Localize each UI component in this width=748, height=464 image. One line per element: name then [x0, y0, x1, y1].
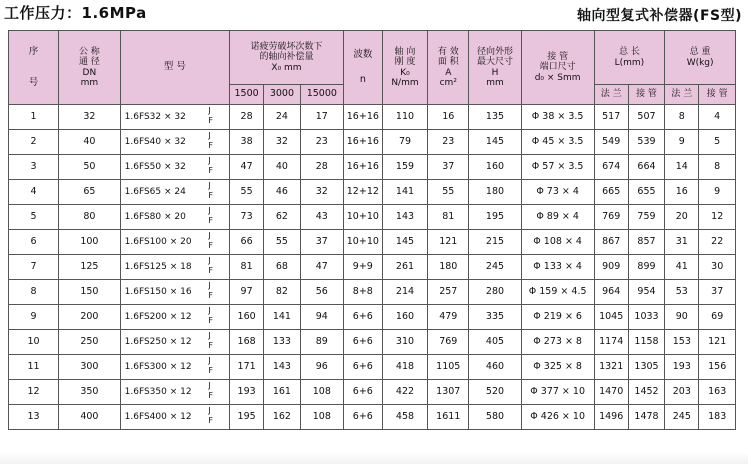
jf-marker: [208, 181, 213, 201]
cell-waves: 12+12: [343, 180, 382, 205]
table-row: [9, 355, 736, 380]
table-body: [9, 105, 736, 430]
jf-j: J: [208, 381, 211, 390]
table-row: [9, 205, 736, 230]
header-length-pipe: 接 管: [628, 85, 664, 105]
cell-x15000: 28: [300, 155, 343, 180]
jf-f: F: [208, 141, 214, 150]
cell-area: 1611: [428, 405, 469, 430]
jf-j: J: [208, 281, 211, 290]
cell-seq: 6: [9, 230, 59, 255]
cell-model: [120, 230, 229, 255]
table-row: [9, 180, 736, 205]
header-weight-pipe: 接 管: [699, 85, 736, 105]
cell-pipe-end: Φ 426 × 10: [521, 405, 594, 430]
model-text: 1.6FS300 × 12: [124, 361, 192, 372]
jf-marker: [208, 231, 213, 251]
cell-x15000: 94: [300, 305, 343, 330]
cell-length-pipe: 1158: [628, 330, 664, 355]
jf-j: J: [208, 306, 211, 315]
cell-x15000: 96: [300, 355, 343, 380]
cell-pipe-end: Φ 38 × 3.5: [521, 105, 594, 130]
model-text: 1.6FS350 × 12: [124, 386, 192, 397]
header-fatigue: 诺疲劳破坏次数下 的轴向补偿量 X₀ mm: [230, 31, 344, 85]
cell-area: 37: [428, 155, 469, 180]
header-waves: 波数 n: [343, 31, 382, 105]
cell-x1500: 195: [230, 405, 264, 430]
header-dn: 公 称 通 径 DN mm: [59, 31, 121, 105]
cell-pipe-end: Φ 273 × 8: [521, 330, 594, 355]
model-text: 1.6FS40 × 32: [124, 136, 186, 147]
bottom-edge: [0, 452, 748, 464]
header-seq: 序 号: [9, 31, 59, 105]
cell-pipe-end: Φ 45 × 3.5: [521, 130, 594, 155]
jf-marker: [208, 306, 213, 326]
cell-x1500: 38: [230, 130, 264, 155]
header-length: 总 长 L(mm): [594, 31, 665, 85]
cell-area: 257: [428, 280, 469, 305]
cell-pipe-end: Φ 377 × 10: [521, 380, 594, 405]
table-row: [9, 230, 736, 255]
cell-weight-pipe: 183: [699, 405, 736, 430]
cell-x1500: 193: [230, 380, 264, 405]
model-text: 1.6FS150 × 16: [124, 286, 192, 297]
cell-weight-flange: 53: [665, 280, 699, 305]
cell-length-flange: 1496: [594, 405, 628, 430]
cell-pipe-end: Φ 57 × 3.5: [521, 155, 594, 180]
cell-dn: 400: [59, 405, 121, 430]
cell-weight-pipe: 4: [699, 105, 736, 130]
header-model: 型 号: [120, 31, 229, 105]
jf-marker: [208, 106, 213, 126]
cell-x1500: 73: [230, 205, 264, 230]
jf-j: J: [208, 131, 211, 140]
cell-stiffness: 143: [382, 205, 428, 230]
cell-pipe-end: Φ 108 × 4: [521, 230, 594, 255]
jf-f: F: [208, 166, 214, 175]
jf-marker: [208, 356, 213, 376]
cell-x3000: 133: [264, 330, 300, 355]
cell-area: 180: [428, 255, 469, 280]
cell-x1500: 97: [230, 280, 264, 305]
cell-outer-size: 405: [469, 330, 521, 355]
cell-waves: 16+16: [343, 130, 382, 155]
cell-outer-size: 180: [469, 180, 521, 205]
cell-x3000: 141: [264, 305, 300, 330]
cell-x1500: 168: [230, 330, 264, 355]
header-pipe-end: 接 管 端口尺寸 d₀ × Smm: [521, 31, 594, 105]
jf-f: F: [208, 291, 214, 300]
cell-x3000: 46: [264, 180, 300, 205]
cell-area: 1307: [428, 380, 469, 405]
cell-seq: 5: [9, 205, 59, 230]
cell-length-pipe: 1478: [628, 405, 664, 430]
cell-dn: 80: [59, 205, 121, 230]
cell-model: [120, 155, 229, 180]
cell-waves: 10+10: [343, 230, 382, 255]
cell-stiffness: 310: [382, 330, 428, 355]
cell-waves: 6+6: [343, 305, 382, 330]
cell-dn: 300: [59, 355, 121, 380]
cell-seq: 11: [9, 355, 59, 380]
jf-marker: [208, 406, 213, 426]
jf-marker: [208, 256, 213, 276]
cell-length-pipe: 899: [628, 255, 664, 280]
table-row: [9, 380, 736, 405]
cell-weight-pipe: 163: [699, 380, 736, 405]
cell-dn: 40: [59, 130, 121, 155]
cell-length-flange: 517: [594, 105, 628, 130]
cell-weight-pipe: 156: [699, 355, 736, 380]
cell-length-pipe: 857: [628, 230, 664, 255]
jf-j: J: [208, 181, 211, 190]
cell-x3000: 55: [264, 230, 300, 255]
cell-outer-size: 335: [469, 305, 521, 330]
cell-pipe-end: Φ 325 × 8: [521, 355, 594, 380]
cell-x15000: 17: [300, 105, 343, 130]
cell-waves: 6+6: [343, 330, 382, 355]
cell-length-flange: 1470: [594, 380, 628, 405]
cell-weight-flange: 90: [665, 305, 699, 330]
cell-waves: 9+9: [343, 255, 382, 280]
cell-length-flange: 1045: [594, 305, 628, 330]
jf-j: J: [208, 406, 211, 415]
cell-waves: 16+16: [343, 155, 382, 180]
cell-weight-flange: 203: [665, 380, 699, 405]
jf-marker: [208, 281, 213, 301]
cell-seq: 12: [9, 380, 59, 405]
cell-length-pipe: 655: [628, 180, 664, 205]
cell-weight-pipe: 5: [699, 130, 736, 155]
working-pressure-title: 工作压力：1.6MPa: [4, 4, 147, 22]
cell-x15000: 32: [300, 180, 343, 205]
cell-x1500: 47: [230, 155, 264, 180]
model-text: 1.6FS400 × 12: [124, 411, 192, 422]
cell-length-flange: 1321: [594, 355, 628, 380]
cell-x15000: 43: [300, 205, 343, 230]
cell-waves: 16+16: [343, 105, 382, 130]
product-title: 轴向型复式补偿器(FS型): [577, 8, 742, 24]
cell-weight-flange: 245: [665, 405, 699, 430]
model-text: 1.6FS100 × 20: [124, 236, 192, 247]
jf-j: J: [208, 156, 211, 165]
cell-dn: 200: [59, 305, 121, 330]
cell-length-pipe: 507: [628, 105, 664, 130]
cell-length-flange: 674: [594, 155, 628, 180]
cell-weight-flange: 20: [665, 205, 699, 230]
model-text: 1.6FS50 × 32: [124, 161, 186, 172]
cell-outer-size: 520: [469, 380, 521, 405]
cell-x15000: 23: [300, 130, 343, 155]
cell-dn: 350: [59, 380, 121, 405]
cell-x3000: 24: [264, 105, 300, 130]
cell-x3000: 40: [264, 155, 300, 180]
header-cycles-15000: 15000: [300, 85, 343, 105]
cell-x3000: 143: [264, 355, 300, 380]
cell-model: [120, 255, 229, 280]
cell-length-flange: 964: [594, 280, 628, 305]
cell-length-flange: 665: [594, 180, 628, 205]
cell-area: 55: [428, 180, 469, 205]
header-weight-flange: 法 兰: [665, 85, 699, 105]
cell-stiffness: 422: [382, 380, 428, 405]
cell-weight-flange: 31: [665, 230, 699, 255]
cell-weight-flange: 14: [665, 155, 699, 180]
cell-pipe-end: Φ 89 × 4: [521, 205, 594, 230]
table-row: [9, 255, 736, 280]
cell-model: [120, 305, 229, 330]
jf-f: F: [208, 216, 214, 225]
cell-stiffness: 160: [382, 305, 428, 330]
cell-weight-flange: 16: [665, 180, 699, 205]
cell-area: 121: [428, 230, 469, 255]
cell-stiffness: 141: [382, 180, 428, 205]
cell-waves: 6+6: [343, 380, 382, 405]
jf-f: F: [208, 266, 214, 275]
cell-seq: 3: [9, 155, 59, 180]
cell-area: 479: [428, 305, 469, 330]
cell-weight-pipe: 37: [699, 280, 736, 305]
jf-f: F: [208, 241, 214, 250]
cell-outer-size: 215: [469, 230, 521, 255]
cell-pipe-end: Φ 159 × 4.5: [521, 280, 594, 305]
jf-f: F: [208, 116, 214, 125]
cell-length-pipe: 539: [628, 130, 664, 155]
cell-dn: 100: [59, 230, 121, 255]
cell-length-pipe: 1452: [628, 380, 664, 405]
cell-weight-flange: 8: [665, 105, 699, 130]
cell-x1500: 28: [230, 105, 264, 130]
table-row: [9, 405, 736, 430]
cell-dn: 65: [59, 180, 121, 205]
cell-x3000: 162: [264, 405, 300, 430]
spec-table: [8, 30, 736, 430]
cell-weight-pipe: 30: [699, 255, 736, 280]
cell-weight-flange: 153: [665, 330, 699, 355]
cell-length-pipe: 664: [628, 155, 664, 180]
header-outer-size: 径向外形 最大尺寸 H mm: [469, 31, 521, 105]
cell-outer-size: 135: [469, 105, 521, 130]
model-text: 1.6FS125 × 18: [124, 261, 192, 272]
cell-area: 1105: [428, 355, 469, 380]
cell-seq: 7: [9, 255, 59, 280]
jf-marker: [208, 206, 213, 226]
cell-outer-size: 160: [469, 155, 521, 180]
cell-stiffness: 418: [382, 355, 428, 380]
cell-pipe-end: Φ 219 × 6: [521, 305, 594, 330]
jf-marker: [208, 381, 213, 401]
cell-weight-pipe: 8: [699, 155, 736, 180]
cell-x1500: 160: [230, 305, 264, 330]
cell-outer-size: 145: [469, 130, 521, 155]
jf-j: J: [208, 356, 211, 365]
cell-x3000: 161: [264, 380, 300, 405]
cell-length-pipe: 954: [628, 280, 664, 305]
jf-j: J: [208, 331, 211, 340]
cell-pipe-end: Φ 73 × 4: [521, 180, 594, 205]
header-cycles-3000: 3000: [264, 85, 300, 105]
cell-model: [120, 130, 229, 155]
cell-pipe-end: Φ 133 × 4: [521, 255, 594, 280]
cell-length-flange: 867: [594, 230, 628, 255]
cell-area: 81: [428, 205, 469, 230]
cell-model: [120, 380, 229, 405]
model-text: 1.6FS32 × 32: [124, 111, 186, 122]
jf-f: F: [208, 391, 214, 400]
header-stiffness: 轴 向 刚 度 K₀ N/mm: [382, 31, 428, 105]
cell-x15000: 108: [300, 405, 343, 430]
cell-x15000: 47: [300, 255, 343, 280]
cell-seq: 1: [9, 105, 59, 130]
table-row: [9, 105, 736, 130]
model-text: 1.6FS80 × 20: [124, 211, 186, 222]
cell-x1500: 55: [230, 180, 264, 205]
cell-x3000: 82: [264, 280, 300, 305]
cell-waves: 8+8: [343, 280, 382, 305]
jf-j: J: [208, 106, 211, 115]
cell-seq: 10: [9, 330, 59, 355]
cell-outer-size: 460: [469, 355, 521, 380]
cell-x3000: 32: [264, 130, 300, 155]
cell-outer-size: 195: [469, 205, 521, 230]
cell-x1500: 66: [230, 230, 264, 255]
cell-dn: 50: [59, 155, 121, 180]
cell-model: [120, 180, 229, 205]
cell-waves: 6+6: [343, 405, 382, 430]
model-text: 1.6FS250 × 12: [124, 336, 192, 347]
cell-waves: 10+10: [343, 205, 382, 230]
cell-model: [120, 330, 229, 355]
cell-x1500: 171: [230, 355, 264, 380]
cell-seq: 9: [9, 305, 59, 330]
cell-stiffness: 214: [382, 280, 428, 305]
table-row: [9, 330, 736, 355]
cell-dn: 250: [59, 330, 121, 355]
cell-length-pipe: 1033: [628, 305, 664, 330]
table-row: [9, 155, 736, 180]
cell-weight-pipe: 9: [699, 180, 736, 205]
cell-weight-flange: 9: [665, 130, 699, 155]
cell-seq: 13: [9, 405, 59, 430]
model-text: 1.6FS200 × 12: [124, 311, 192, 322]
cell-weight-flange: 193: [665, 355, 699, 380]
cell-length-flange: 909: [594, 255, 628, 280]
cell-length-flange: 1174: [594, 330, 628, 355]
cell-length-flange: 549: [594, 130, 628, 155]
cell-waves: 6+6: [343, 355, 382, 380]
cell-model: [120, 355, 229, 380]
cell-seq: 8: [9, 280, 59, 305]
jf-f: F: [208, 416, 214, 425]
cell-area: 769: [428, 330, 469, 355]
cell-weight-pipe: 12: [699, 205, 736, 230]
model-text: 1.6FS65 × 24: [124, 186, 186, 197]
header-cycles-1500: 1500: [230, 85, 264, 105]
table-row: [9, 305, 736, 330]
cell-length-pipe: 1305: [628, 355, 664, 380]
cell-dn: 125: [59, 255, 121, 280]
jf-j: J: [208, 256, 211, 265]
cell-dn: 150: [59, 280, 121, 305]
jf-f: F: [208, 366, 214, 375]
jf-f: F: [208, 316, 214, 325]
cell-x3000: 62: [264, 205, 300, 230]
cell-stiffness: 458: [382, 405, 428, 430]
jf-marker: [208, 331, 213, 351]
cell-x3000: 68: [264, 255, 300, 280]
cell-stiffness: 145: [382, 230, 428, 255]
header-length-flange: 法 兰: [594, 85, 628, 105]
cell-stiffness: 261: [382, 255, 428, 280]
cell-x15000: 37: [300, 230, 343, 255]
header-weight: 总 重 W(kg): [665, 31, 736, 85]
cell-weight-flange: 41: [665, 255, 699, 280]
cell-model: [120, 205, 229, 230]
cell-outer-size: 245: [469, 255, 521, 280]
cell-length-pipe: 759: [628, 205, 664, 230]
header-area: 有 效 面 积 A cm²: [428, 31, 469, 105]
jf-marker: [208, 156, 213, 176]
jf-j: J: [208, 231, 211, 240]
cell-model: [120, 105, 229, 130]
jf-j: J: [208, 206, 211, 215]
cell-model: [120, 405, 229, 430]
cell-area: 16: [428, 105, 469, 130]
cell-stiffness: 110: [382, 105, 428, 130]
cell-outer-size: 580: [469, 405, 521, 430]
cell-x15000: 108: [300, 380, 343, 405]
cell-x15000: 89: [300, 330, 343, 355]
table-row: [9, 280, 736, 305]
cell-outer-size: 280: [469, 280, 521, 305]
cell-model: [120, 280, 229, 305]
table-row: [9, 130, 736, 155]
jf-f: F: [208, 191, 214, 200]
cell-weight-pipe: 121: [699, 330, 736, 355]
cell-x1500: 81: [230, 255, 264, 280]
cell-seq: 2: [9, 130, 59, 155]
jf-marker: [208, 131, 213, 151]
jf-f: F: [208, 341, 214, 350]
cell-seq: 4: [9, 180, 59, 205]
cell-weight-pipe: 69: [699, 305, 736, 330]
cell-stiffness: 79: [382, 130, 428, 155]
cell-weight-pipe: 22: [699, 230, 736, 255]
cell-x15000: 56: [300, 280, 343, 305]
cell-area: 23: [428, 130, 469, 155]
cell-dn: 32: [59, 105, 121, 130]
cell-stiffness: 159: [382, 155, 428, 180]
cell-length-flange: 769: [594, 205, 628, 230]
